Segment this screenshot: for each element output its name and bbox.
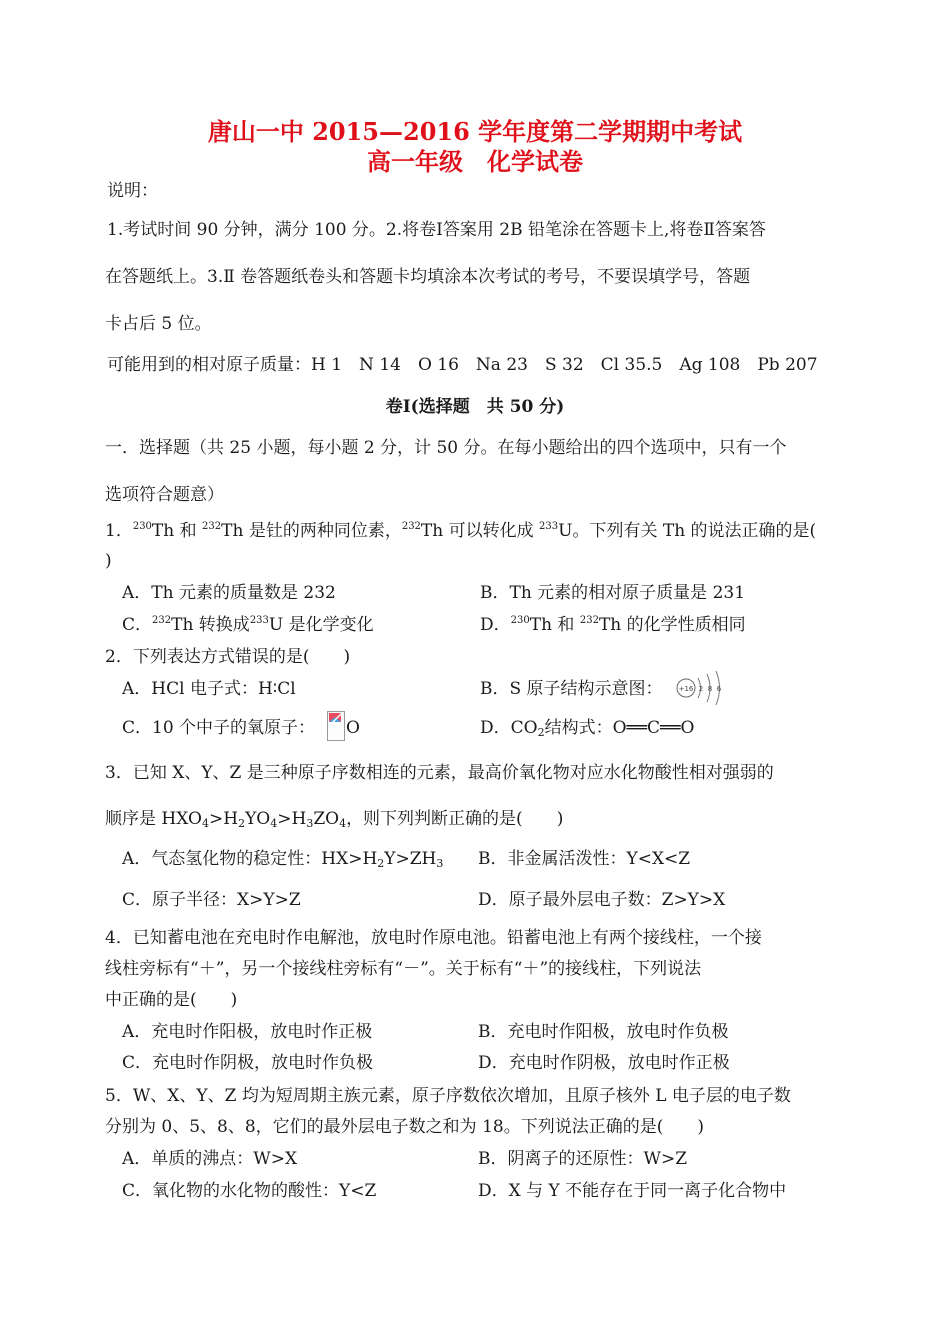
q3-option-c: C．原子半径：X>Y>Z: [122, 890, 301, 910]
q1-text: Th 和: [151, 521, 203, 541]
q1-number: 1．: [105, 521, 133, 541]
option-text: Th 的化学性质相同: [598, 615, 746, 635]
q4-stem-3: 中正确的是( ): [105, 990, 238, 1010]
atomic-masses: 可能用到的相对原子质量：H 1 N 14 O 16 Na 23 S 32 Cl 35.5 Ag 108 Pb 207: [107, 355, 818, 375]
option-text: C．10 个中子的氧原子：: [122, 718, 316, 738]
mass-number: 230: [510, 615, 530, 626]
shell-count: 8: [707, 685, 713, 693]
subscript: 4: [270, 817, 278, 830]
q5-option-a: A．单质的沸点：W>X: [122, 1149, 298, 1169]
q4-option-d: D．充电时作阴极，放电时作正极: [478, 1053, 730, 1073]
subscript: 3: [306, 817, 314, 830]
q1-stem: [105, 520, 816, 542]
subscript: 2: [377, 857, 385, 870]
formula-text: 顺序是 HXO: [105, 809, 202, 829]
mass-number: 233: [249, 615, 269, 626]
q1-stem-end: ): [105, 551, 112, 571]
notes-label: 说明：: [107, 181, 158, 201]
option-text: Y>ZH: [384, 849, 437, 869]
notes-line-3: 卡占后 5 位。: [105, 314, 212, 334]
q5-stem-1: 5．W、X、Y、Z 均为短周期主族元素，原子序数依次增加，且原子核外 L 电子层的电子数: [105, 1086, 791, 1106]
q3-stem-2: [105, 808, 563, 830]
oxygen-symbol: O: [346, 718, 360, 738]
section-intro-2: 选项符合题意）: [105, 485, 224, 505]
mass-number: 232: [152, 615, 172, 626]
subscript: 3: [436, 857, 444, 870]
q2-option-c: [122, 717, 315, 739]
q4-stem-1: 4．已知蓄电池在充电时作电解池，放电时作原电池。铅蓄电池上有两个接线柱，一个接: [105, 928, 762, 948]
q2-option-b: B．S 原子结构示意图：: [480, 679, 663, 699]
q4-option-a: A．充电时作阳极，放电时作正极: [122, 1022, 373, 1042]
option-text: Th 转换成: [171, 615, 250, 635]
shell-count: 6: [716, 685, 722, 693]
q2-stem: 2．下列表达方式错误的是( ): [105, 647, 351, 667]
mass-number: 230: [132, 521, 152, 532]
formula-text: YO: [245, 809, 271, 829]
q1-text: Th 是钍的两种同位素，: [221, 521, 402, 541]
shell-count: 2: [698, 685, 704, 693]
q5-stem-2: 分别为 0、5、8、8，它们的最外层电子数之和为 18。下列说法正确的是( ): [105, 1117, 704, 1137]
q4-stem-2: 线柱旁标有“＋”，另一个接线柱旁标有“－”。关于标有“＋”的接线柱，下列说法: [105, 959, 702, 979]
q2-option-d: [480, 717, 694, 739]
option-letter: C．: [122, 615, 153, 635]
option-text: A．气态氢化物的稳定性：HX>H: [122, 849, 378, 869]
q1-text: Th 可以转化成: [420, 521, 540, 541]
option-text: Th 和: [529, 615, 580, 635]
section-intro-1: 一．选择题（共 25 小题，每小题 2 分，计 50 分。在每小题给出的四个选项中，只有一个: [105, 438, 787, 458]
q4-option-c: C．充电时作阴极，放电时作负极: [122, 1053, 374, 1073]
subscript: 4: [201, 817, 209, 830]
q1-option-c: [122, 614, 374, 636]
q4-option-b: B．充电时作阳极，放电时作负极: [478, 1022, 729, 1042]
atom-nucleus-label: +16: [678, 685, 694, 693]
option-letter: D．: [480, 615, 511, 635]
q1-option-b: B．Th 元素的相对原子质量是 231: [480, 583, 746, 603]
subscript: 2: [238, 817, 246, 830]
option-text: D．CO: [480, 718, 538, 738]
q1-text: U。下列有关 Th 的说法正确的是(: [558, 521, 817, 541]
subscript: 4: [339, 817, 347, 830]
subscript: 2: [537, 726, 545, 739]
mass-number: 232: [401, 521, 421, 532]
mass-number: 232: [202, 521, 222, 532]
exam-subtitle: 高一年级 化学试卷: [367, 147, 583, 176]
q5-option-b: B．阴离子的还原性：W>Z: [478, 1149, 688, 1169]
notes-line-2: 在答题纸上。3.Ⅱ 卷答题纸卷头和答题卡均填涂本次考试的考号，不要误填学号，答题: [105, 267, 751, 287]
q3-option-d: D．原子最外层电子数：Z>Y>X: [478, 890, 726, 910]
q3-stem-1: 3．已知 X、Y、Z 是三种原子序数相连的元素，最高价氧化物对应水化物酸性相对强弱的: [105, 763, 774, 783]
formula-text: ZO: [313, 809, 340, 829]
section-heading: 卷Ⅰ(选择题 共 50 分): [385, 397, 565, 417]
formula-text: ，则下列判断正确的是( ): [346, 809, 564, 829]
formula-text: >H: [208, 809, 239, 829]
q3-option-a: [122, 848, 443, 870]
q5-option-d: D．X 与 Y 不能存在于同一离子化合物中: [478, 1181, 787, 1201]
q3-option-b: B．非金属活泼性：Y<X<Z: [478, 849, 691, 869]
q1-option-d: [480, 614, 746, 636]
formula-text: >H: [277, 809, 307, 829]
exam-title: 唐山一中 2015—2016 学年度第二学期期中考试: [207, 117, 743, 146]
q2-option-a: A．HCl 电子式：H∶Cl: [122, 679, 296, 699]
q1-option-a: A．Th 元素的质量数是 232: [122, 583, 336, 603]
broken-image-icon: [327, 711, 345, 741]
mass-number: 232: [579, 615, 599, 626]
notes-line-1: 1.考试时间 90 分钟，满分 100 分。2.将卷Ⅰ答案用 2B 铅笔涂在答题卡上,将卷Ⅱ答案答: [107, 220, 766, 240]
mass-number: 233: [539, 521, 559, 532]
sulfur-atom-diagram-icon: [674, 666, 730, 710]
q5-option-c: C．氧化物的水化物的酸性：Y<Z: [122, 1181, 377, 1201]
option-text: 结构式：O══C══O: [544, 718, 695, 738]
option-text: U 是化学变化: [268, 615, 374, 635]
